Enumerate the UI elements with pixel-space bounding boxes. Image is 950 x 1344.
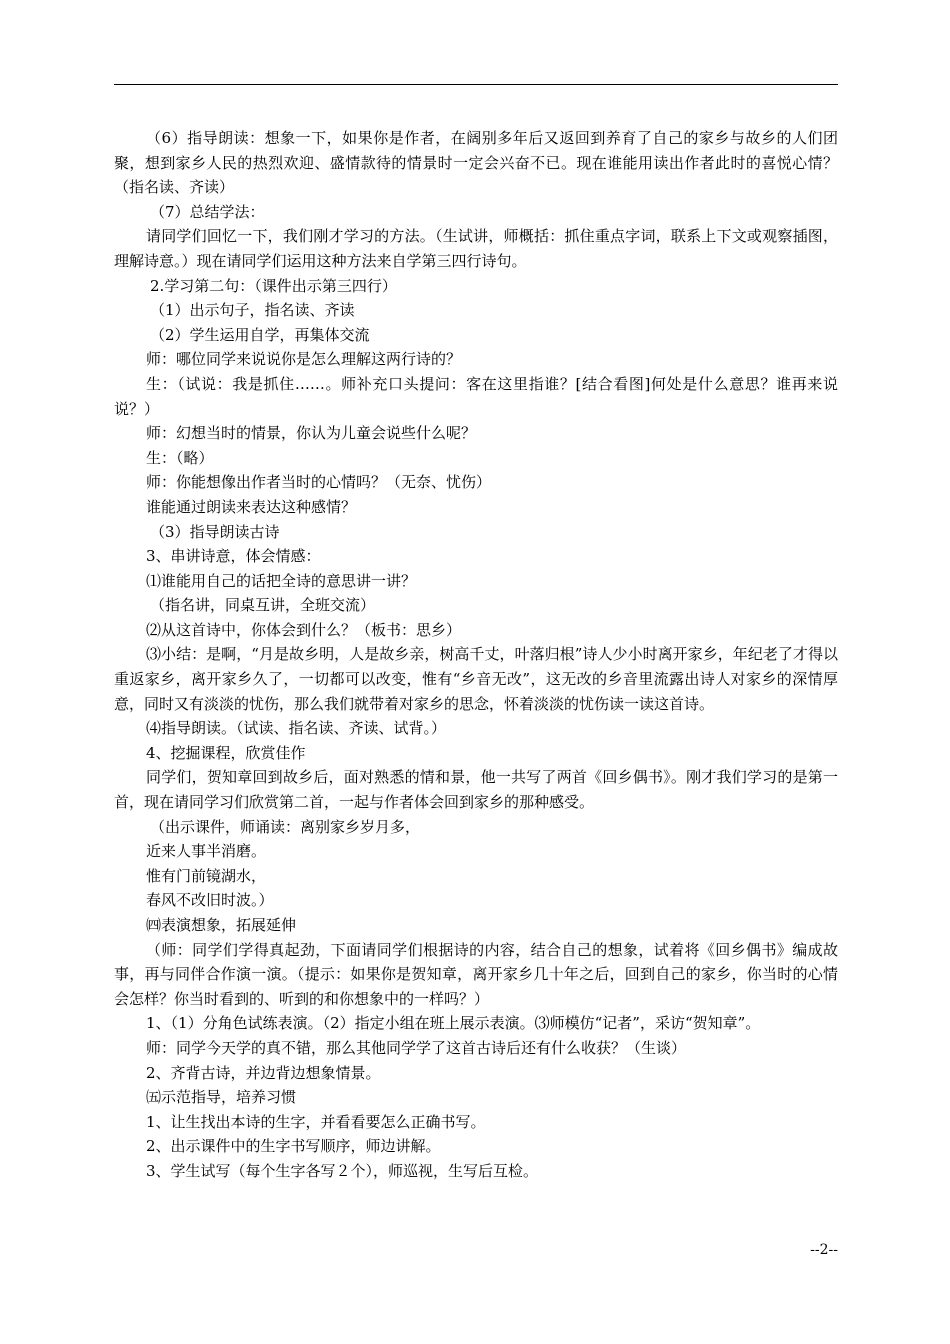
paragraph: ⑷指导朗读。（试读、指名读、齐读、试背。） bbox=[146, 719, 447, 738]
paragraph: 2、出示课件中的生字书写顺序，师边讲解。 bbox=[146, 1137, 441, 1156]
paragraph: （指名讲，同桌互讲，全班交流） bbox=[150, 596, 376, 615]
header-rule bbox=[114, 84, 838, 85]
paragraph: ⑵从这首诗中，你体会到什么？（板书：思乡） bbox=[146, 620, 462, 639]
paragraph: 3、学生试写（每个生字各写２个），师巡视，生写后互检。 bbox=[146, 1161, 539, 1180]
paragraph: （师：同学们学得真起劲，下面请同学们根据诗的内容，结合自己的想象，试着将《回乡偶书》编成故事，再与同伴合作演一演。（提示：如果你是贺知章，离开家乡几十年之后，回到自己的家乡，你当时的心情会怎样？你当时看到的、听到的和你想象中的一样吗？） bbox=[114, 940, 838, 1008]
paragraph: 3、串讲诗意，体会情感： bbox=[146, 547, 321, 566]
paragraph: 师：哪位同学来说说你是怎么理解这两行诗的？ bbox=[146, 350, 462, 369]
section-heading: ㈤示范指导，培养习惯 bbox=[146, 1088, 297, 1107]
poem-line: 惟有门前镜湖水， bbox=[146, 866, 267, 885]
paragraph: 师：你能想像出作者当时的心情吗？（无奈、忧伤） bbox=[146, 473, 492, 492]
paragraph: 1、（1）分角色试练表演。（2）指定小组在班上展示表演。⑶师模仿“记者”，采访“贺知章”。 bbox=[146, 1014, 761, 1033]
paragraph: 生：（试说：我是抓住……。师补充口头提问：客在这里指谁？[结合看图]何处是什么意思？谁再来说说？） bbox=[114, 374, 838, 418]
document-body bbox=[114, 126, 838, 1184]
paragraph: 师：同学今天学的真不错，那么其他同学学了这首古诗后还有什么收获？（生谈） bbox=[146, 1038, 687, 1057]
paragraph: （3）指导朗读古诗 bbox=[150, 522, 280, 541]
paragraph: ⑶小结：是啊，“月是故乡明，人是故乡亲，树高千丈，叶落归根”诗人少小时离开家乡，年纪老了才得以重返家乡，离开家乡久了，一切都可以改变，惟有“乡音无改”，这无改的乡音里流露出诗人对家乡的深情厚意，同时又有淡淡的忧伤，那么我们就带着对家乡的思念，怀着淡淡的忧伤读一读这首诗。 bbox=[114, 645, 838, 713]
paragraph: 师：幻想当时的情景，你认为儿童会说些什么呢？ bbox=[146, 424, 477, 443]
section-heading: ㈣表演想象，拓展延伸 bbox=[146, 916, 297, 934]
poem-line: 春风不改旧时波。） bbox=[146, 891, 274, 910]
paragraph: （7）总结学法： bbox=[150, 202, 265, 221]
paragraph: 2.学习第二句：（课件出示第三四行） bbox=[150, 276, 397, 295]
paragraph: ⑴谁能用自己的话把全诗的意思讲一讲？ bbox=[146, 571, 417, 590]
paragraph: （出示课件，师诵读：离别家乡岁月多， bbox=[150, 817, 421, 836]
paragraph: （1）出示句子，指名读、齐读 bbox=[150, 301, 355, 320]
paragraph: 请同学们回忆一下，我们刚才学习的方法。（生试讲，师概括：抓住重点字词，联系上下文或观察插图，理解诗意。）现在请同学们运用这种方法来自学第三四行诗句。 bbox=[114, 227, 838, 270]
paragraph: 谁能通过朗读来表达这种感情？ bbox=[146, 497, 357, 516]
paragraph: 4、挖掘课程，欣赏佳作 bbox=[146, 743, 306, 762]
paragraph: （6）指导朗读：想象一下，如果你是作者，在阔别多年后又返回到养育了自己的家乡与故乡的人们团聚，想到家乡人民的热烈欢迎、盛情款待的情景时一定会兴奋不已。现在谁能用读出作者此时的喜悦心情？（指名读、齐读） bbox=[114, 129, 838, 197]
paragraph: 生：（略） bbox=[146, 448, 214, 467]
paragraph: 1、让生找出本诗的生字，并看看要怎么正确书写。 bbox=[146, 1112, 486, 1131]
paragraph: 同学们，贺知章回到故乡后，面对熟悉的情和景，他一共写了两首《回乡偶书》。刚才我们学习的是第一首，现在请同学习们欣赏第二首，一起与作者体会回到家乡的那种感受。 bbox=[114, 768, 838, 812]
paragraph: （2）学生运用自学，再集体交流 bbox=[150, 325, 370, 344]
page-number: --2-- bbox=[810, 1242, 838, 1258]
paragraph: 2、齐背古诗，并边背边想象情景。 bbox=[146, 1063, 381, 1082]
poem-line: 近来人事半消磨。 bbox=[146, 842, 267, 861]
